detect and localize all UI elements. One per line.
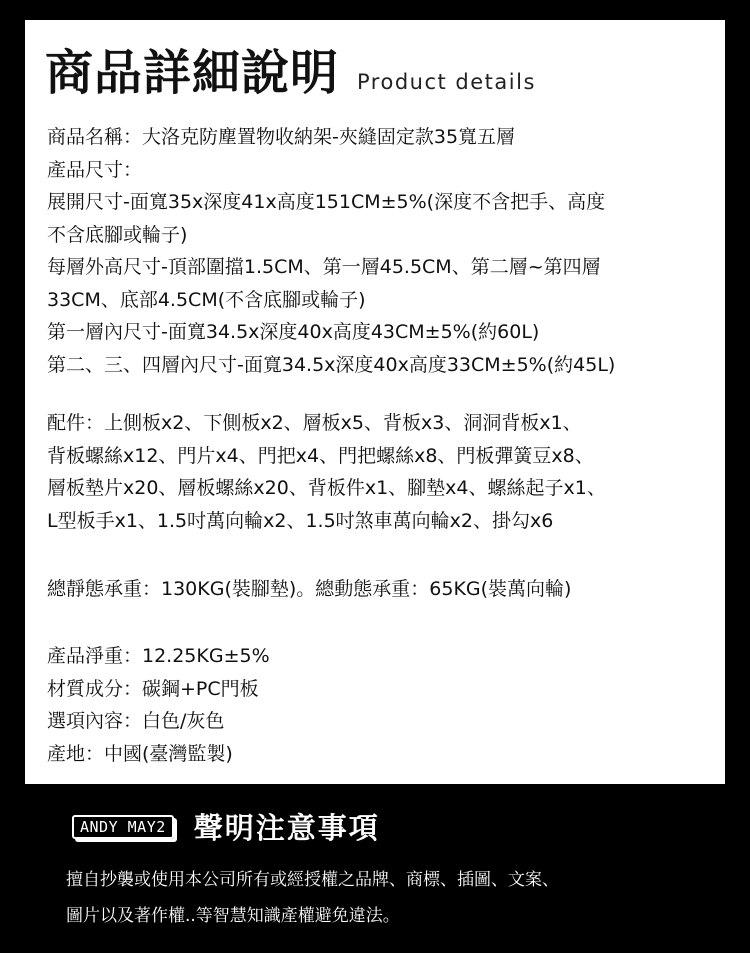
spec-line: 材質成分：碳鋼+PC門板 (47, 677, 259, 700)
spec-line: 每層外高尺寸-頂部圍擋1.5CM、第一層45.5CM、第二層~第四層 (47, 256, 601, 278)
notice-line: 圖片以及著作權..等智慧知識產權避免違法。 (66, 906, 400, 926)
spec-line: 產品尺寸： (47, 158, 143, 181)
spec-group-accessories (47, 407, 715, 537)
notice-line: 擅自抄襲或使用本公司所有或經授權之品牌、商標、插圖、文案、 (66, 870, 559, 890)
spec-group-info (47, 640, 715, 770)
spec-line: 選項內容：白色/灰色 (47, 710, 225, 732)
spec-group-dimensions (47, 121, 715, 381)
footer-title: 聲明注意事項 (193, 811, 380, 845)
spec-line: 背板螺絲x12、門片x4、門把x4、門把螺絲x8、門板彈簧豆x8、 (47, 444, 594, 467)
spec-line: 產品淨重：12.25KG±5% (47, 645, 270, 667)
page-title: 商品詳細說明 (45, 45, 340, 101)
spec-line: L型板手x1、1.5吋萬向輪x2、1.5吋煞車萬向輪x2、掛勾x6 (47, 509, 554, 532)
spec-line: 產地：中國(臺灣監製) (47, 742, 233, 765)
brand-logo: ANDY MAY2 (72, 815, 174, 839)
product-details-panel (25, 20, 725, 784)
title-row (45, 34, 536, 103)
copyright-notice (66, 862, 706, 934)
spec-line: 層板墊片x20、層板螺絲x20、背板件x1、腳墊x4、螺絲起子x1、 (47, 477, 606, 499)
spec-group-load (47, 573, 715, 606)
spec-line: 展開尺寸-面寬35x深度41x高度151CM±5%(深度不含把手、高度 (47, 191, 606, 213)
spec-line: 配件：上側板x2、下側板x2、層板x5、背板x3、洞洞背板x1、 (47, 412, 582, 434)
spec-line: 33CM、底部4.5CM(不含底腳或輪子) (47, 288, 366, 311)
spec-line: 總靜態承重：130KG(裝腳墊)。總動態承重：65KG(裝萬向輪) (47, 578, 572, 600)
spec-line: 商品名稱：大洛克防塵置物收納架-夾縫固定款35寬五層 (47, 126, 516, 148)
spec-line: 不含底腳或輪子) (47, 223, 188, 246)
spec-line: 第二、三、四層內尺寸-面寬34.5x深度40x高度33CM±5%(約45L) (47, 353, 616, 376)
footer-header (72, 806, 380, 847)
spec-line: 第一層內尺寸-面寬34.5x深度40x高度43CM±5%(約60L) (47, 321, 540, 343)
page-subtitle: Product details (357, 70, 536, 94)
